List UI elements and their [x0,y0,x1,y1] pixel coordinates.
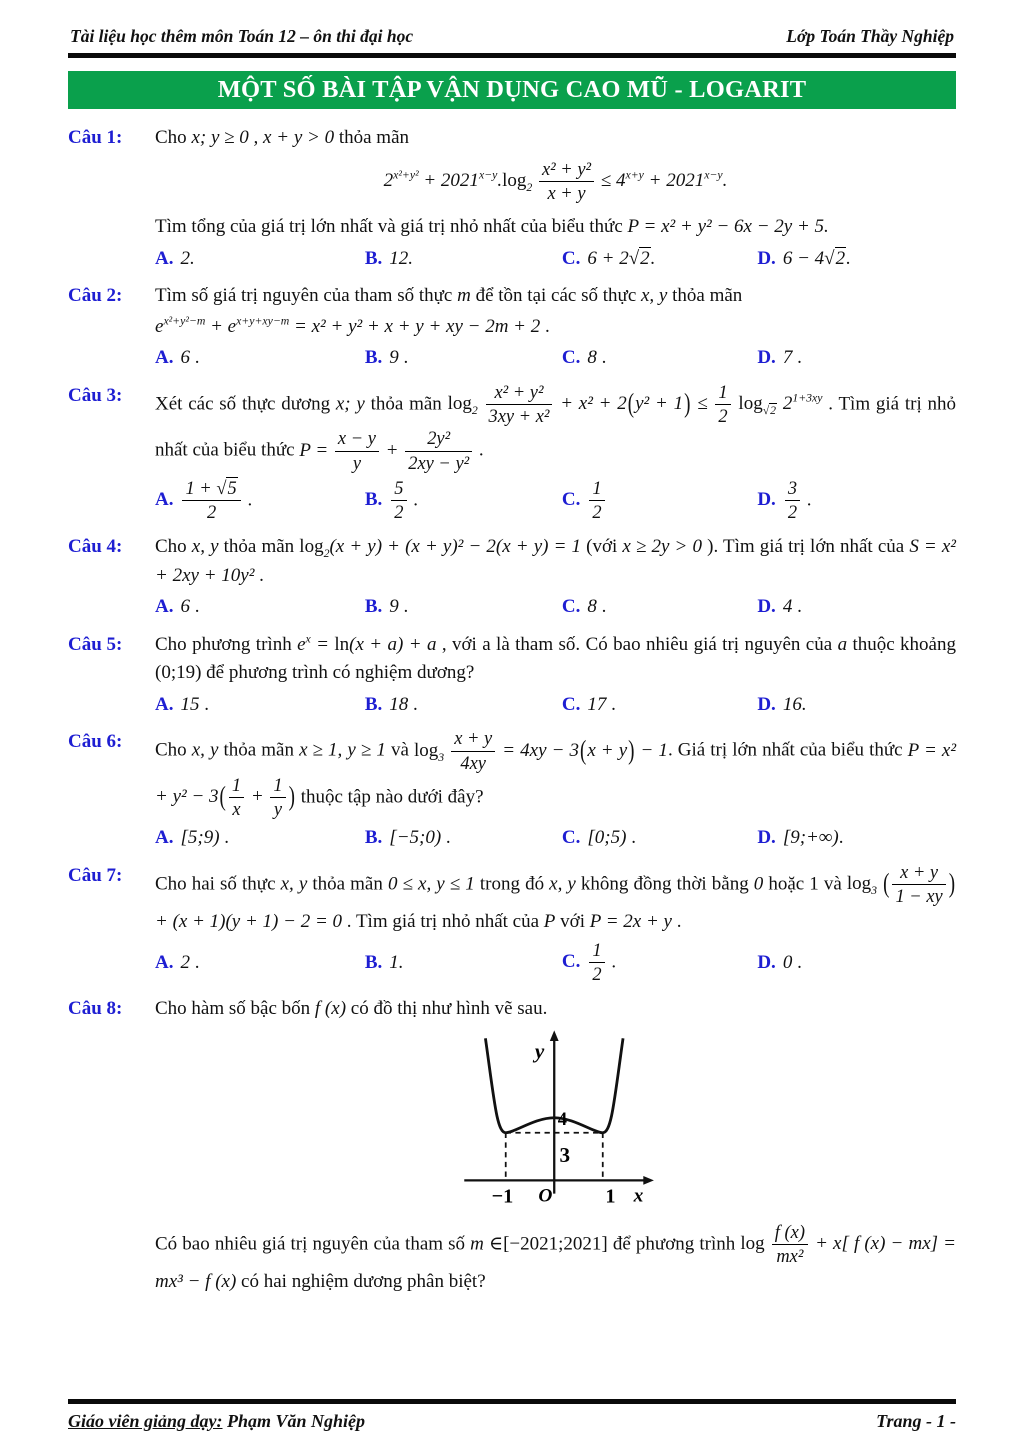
answer-row [155,824,956,853]
question-label: Câu 5: [68,633,123,655]
answer-value: 6 . [180,347,200,368]
question-text: $2^{x^2+y^2} + 2021^{x-y}.\log_2$ $\frac{\text{x² + y²}}{x + y}$ ≤ $4^{x+y} + 2021^{x-y}$. [383,158,728,204]
question [68,382,956,525]
page-header [68,26,956,53]
figure [155,1026,956,1218]
answer-letter: D. [757,693,776,715]
answer-value: 17 . [587,693,616,715]
footer-teacher [68,1411,365,1432]
answer-option [155,593,365,622]
question-text: Cho hàm số bậc bốn f (x) có đồ thị như hình vẽ sau. [155,998,548,1019]
answer-letter: A. [155,951,174,973]
answer-option [757,691,956,720]
answer-option [757,344,956,373]
question-text: Tìm tổng của giá trị lớn nhất và giá trị nhỏ nhất của biểu thức P = x² + y² − 6x − 2y + 5. [155,216,829,237]
answer-row [155,344,956,373]
question-text: Cho x, y thỏa mãn $\log_2(x + y) + (x + y)^2 - 2(x + y) = 1$ (với x ≥ 2y > 0 ). Tìm giá trị lớn nhất của S = x² + 2xy + 10y² . [155,536,956,586]
answer-value: 9 . [389,596,409,617]
answer-option [155,824,365,853]
question [68,282,956,373]
answer-option [562,344,757,373]
question-text: Có bao nhiêu giá trị nguyên của tham số m ∈[−2021;2021] để phương trình log $\frac{f (x)}{\text{mx²}}$ + x[ f (x) − mx] = mx³ − f (x) có hai nghiệm dương phân biệt? [155,1221,956,1292]
answer-letter: A. [155,247,174,269]
answer-value: 6 . [180,596,200,617]
answer-option [757,478,956,525]
answer-option [155,344,365,373]
answer-option [757,245,956,274]
peak-value-label: 4 [557,1108,567,1130]
x-right-tick-label: 1 [604,1184,616,1207]
answer-option [365,344,562,373]
header-right-text: Lớp Toán Thầy Nghiệp [786,26,954,46]
answer-letter: B. [364,347,383,368]
answer-letter: D. [757,951,776,973]
answer-value: [0;5) . [587,827,636,848]
answer-option [365,824,562,853]
footer-page-number: Trang - 1 - [876,1411,956,1431]
question [68,533,956,622]
question-body [155,282,956,373]
question [68,862,956,987]
answer-value: $\frac{1 + √5}{2}$ . [180,489,252,510]
answer-option [155,478,365,525]
header-rule [68,53,956,58]
answer-letter: A. [155,596,174,617]
worksheet-title-banner [68,71,956,109]
answer-value: 1. [389,951,404,973]
answer-option [365,949,562,978]
x-axis-arrow [643,1175,654,1184]
answer-letter: C. [561,347,581,368]
answer-value: 6 − 4√2. [782,247,851,269]
answer-option [757,824,956,853]
answer-value: 16. [782,693,807,715]
answer-row [155,245,956,274]
questions [68,124,956,1299]
answer-value: 2. [180,247,195,269]
question-label: Câu 2: [68,285,123,306]
answer-letter: B. [364,693,383,715]
question-body [155,862,956,987]
question-body [155,728,956,853]
answer-value: $\frac{1}{2}$ [587,489,606,510]
answer-value: 0 . [782,951,802,973]
question-label: Câu 1: [68,127,123,148]
answer-letter: C. [561,489,581,511]
question [68,631,956,720]
footer-teacher-name: Phạm Văn Nghiệp [227,1411,366,1431]
answer-letter: B. [364,596,383,617]
answer-option [562,245,757,274]
x-left-tick-label: −1 [491,1184,513,1207]
answer-option [562,593,757,622]
question-body [155,124,956,273]
answer-letter: D. [757,347,776,368]
question-body [155,631,956,720]
answer-row [155,478,956,525]
question [68,995,956,1299]
question-text: Tìm số giá trị nguyên của tham số thực m để tồn tại các số thực x, y thỏa mãn [155,285,743,306]
answer-letter: D. [757,596,776,617]
answer-value: [5;9) . [180,827,230,848]
answer-value: 8 . [587,347,607,368]
answer-option [562,478,757,525]
answer-letter: D. [757,827,776,848]
x-axis-label: x [633,1185,643,1207]
answer-option [365,478,562,525]
y-axis-arrow [549,1030,558,1041]
answer-option [365,691,562,720]
answer-option [365,593,562,622]
answer-letter: B. [364,951,383,973]
question-body [155,533,956,622]
answer-option [562,940,757,987]
question [68,728,956,853]
min-value-label: 3 [559,1142,570,1167]
answer-value: 15 . [180,693,209,715]
answer-letter: C. [561,951,581,973]
answer-value: 6 + 2√2. [587,247,656,269]
header-left-text: Tài liệu học thêm môn Toán 12 – ôn thi đại học [70,26,414,46]
answer-letter: C. [561,247,581,269]
answer-letter: A. [155,827,174,848]
answer-value: [9;+∞). [782,827,844,848]
answer-value: 12. [389,247,414,269]
answer-letter: B. [364,247,383,269]
answer-option [155,245,365,274]
question-text: Cho x, y thỏa mãn x ≥ 1, y ≥ 1 và $\log_3$ $\frac{x + y}{4xy}$ = 4xy − 3(x + y) − 1. Giá trị lớn nhất của biểu thức P = x² + y² − 3( $\frac{1}{x}$ + $\frac{1}{y}$ ) thuộc tập nào dưới đây? [155,728,957,820]
page-footer [68,1399,956,1432]
question-body [155,995,956,1299]
answer-option [155,949,365,978]
question-label: Câu 8: [68,998,123,1019]
answer-value: 2 . [180,951,200,973]
answer-letter: A. [155,347,174,368]
answer-letter: A. [155,489,174,511]
answer-option [155,691,365,720]
answer-letter: D. [757,247,776,269]
answer-value: 7 . [782,347,802,368]
answer-option [365,245,562,274]
question-label: Câu 6: [68,731,123,752]
answer-option [562,691,757,720]
answer-value: $\frac{1}{2}$ . [587,951,616,972]
answer-value: $\frac{3}{2}$ . [783,489,812,510]
footer-teacher-label: Giáo viên giảng dạy: [68,1411,223,1431]
answer-value: [−5;0) . [389,827,451,848]
answer-letter: A. [155,693,174,715]
question-text: Cho phương trình $e^x = \ln(x + a) + a$ , với a là tham số. Có bao nhiêu giá trị nguyên của a thuộc khoảng (0;19) để phương trình có nghiệm dương? [155,632,956,683]
question-body [155,382,956,525]
answer-value: 9 . [389,347,409,368]
answer-letter: C. [561,596,581,617]
answer-letter: B. [364,827,383,848]
question [68,124,956,273]
answer-value: 18 . [389,693,418,715]
question-text: $e^{x^2+y^2-m} + e^{x+y+xy-m} = x^2 + y^2 + x + y$ + xy − 2m + 2 . [155,314,550,337]
y-axis-label: y [534,1038,544,1063]
answer-row [155,940,956,987]
answer-letter: D. [757,489,776,511]
quartic-function-graph [450,1026,662,1213]
answer-option [757,593,956,622]
question-text: Xét các số thực dương x; y thỏa mãn $\log_2$ $\frac{\text{x² + y²}}{\text{3xy + x²}}$ + x² + 2(y² + 1) ≤ $\frac{1}{2}$ $\log_{√2} 2^{1+3xy}$ . Tìm giá trị nhỏ nhất của biểu thức P = $\frac{x - y}{y}$ + $\frac{\text{2y²}}{\text{2xy − y²}}$ . [155,381,957,473]
question-text: Cho x; y ≥ 0 , x + y > 0 thỏa mãn [155,127,410,148]
answer-letter: C. [561,827,581,848]
question-text: Cho hai số thực x, y thỏa mãn 0 ≤ x, y ≤ 1 trong đó x, y không đồng thời bằng 0 hoặc 1 và $\log_3$ ( $\frac{x + y}{1 - xy}$ ) + (x + 1)(y + 1) − 2 = 0 . Tìm giá trị nhỏ nhất của P với P = 2x + y . [155,861,956,932]
answer-row [155,593,956,622]
answer-value: 4 . [782,596,802,617]
answer-value: $\frac{5}{2}$ . [389,489,418,510]
worksheet-title: MỘT SỐ BÀI TẬP VẬN DỤNG CAO MŨ - LOGARIT [217,76,807,103]
question-label: Câu 7: [68,864,123,886]
question-label: Câu 3: [68,384,123,406]
answer-value: 8 . [587,596,607,617]
question-label: Câu 4: [68,536,123,557]
answer-row [155,691,956,720]
answer-letter: C. [561,693,581,715]
answer-option [757,949,956,978]
answer-letter: B. [364,489,383,511]
answer-option [562,824,757,853]
origin-label: O [537,1185,552,1207]
